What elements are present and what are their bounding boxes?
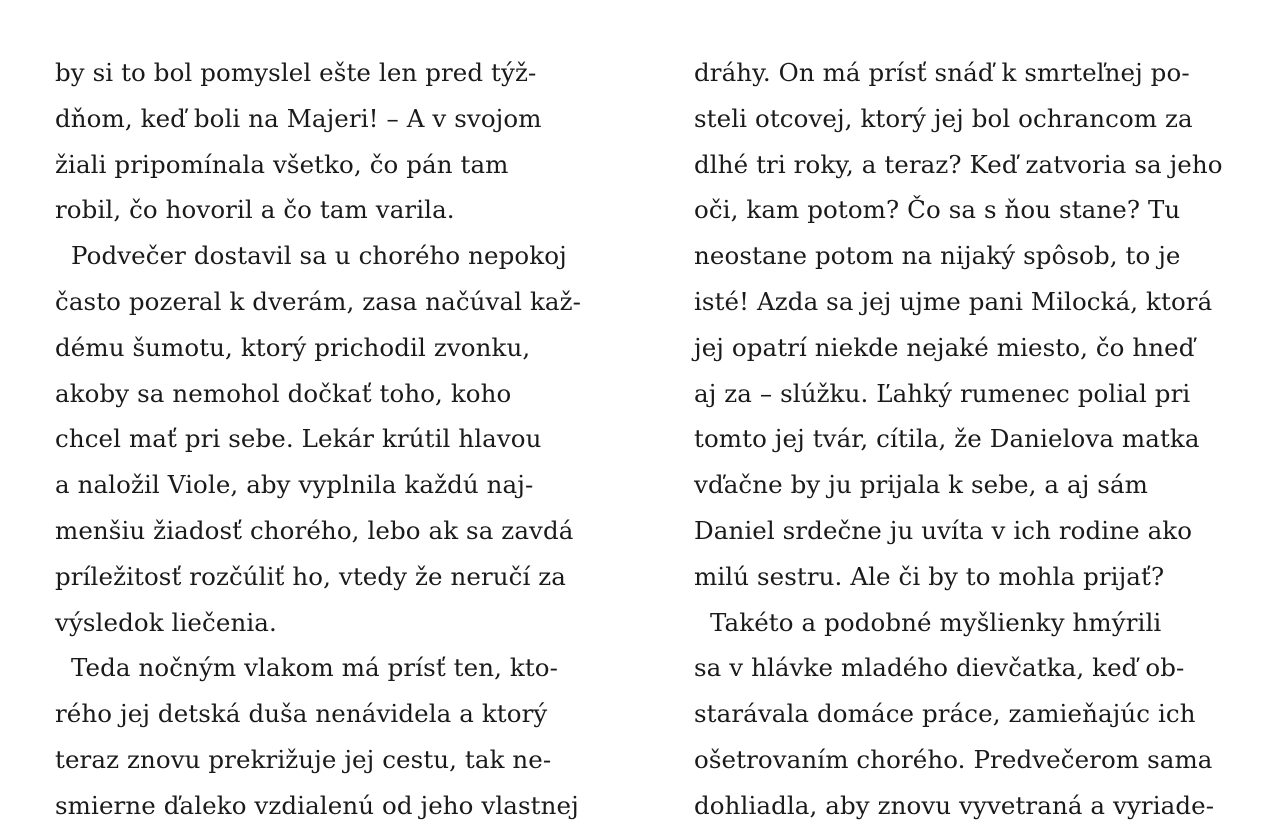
text-line: neostane potom na nijaký spôsob, to je [694, 241, 1181, 271]
text-line: sa v hlávke mladého dievčatka, keď ob- [694, 653, 1185, 683]
paragraph-start-line: Teda nočným vlakom má prísť ten, kto- [71, 653, 558, 683]
text-line: dlhé tri roky, a teraz? Keď zatvoria sa jeho [694, 149, 1223, 179]
text-line: a naložil Viole, aby vyplnila každú naj- [55, 470, 534, 500]
text-line: vďačne by ju prijala k sebe, a aj sám [694, 470, 1149, 500]
left-page-text [55, 50, 615, 829]
text-line: by si to bol pomyslel ešte len pred týž- [55, 58, 537, 87]
paragraph-start-line: Takéto a podobné myšlienky hmýrili [710, 607, 1162, 637]
text-line: teraz znovu prekrižuje jej cestu, tak ne- [55, 744, 552, 774]
text-line: jej opatrí niekde nejaké miesto, čo hneď [694, 332, 1195, 362]
text-line: isté! Azda sa jej ujme pani Milocká, ktorá [694, 286, 1213, 316]
text-line: robil, čo hovoril a čo tam varila. [55, 195, 455, 225]
text-line: menšiu žiadosť chorého, lebo ak sa zavdá [55, 515, 574, 545]
text-line: steli otcovej, ktorý jej bol ochrancom za [694, 103, 1193, 133]
text-line: dohliadla, aby znovu vyvetraná a vyriade- [694, 790, 1215, 820]
text-line: často pozeral k dverám, zasa načúval kaž- [55, 286, 582, 316]
text-line: príležitosť rozčúliť ho, vtedy že neručí za [55, 561, 567, 591]
text-line: dráhy. On má prísť snáď k smrteľnej po- [694, 58, 1190, 87]
text-line: rého jej detská duša nenávidela a ktorý [55, 699, 548, 729]
text-line: milú sestru. Ale či by to mohla prijať? [694, 561, 1165, 591]
text-line: výsledok liečenia. [55, 607, 277, 637]
text-line: dňom, keď boli na Majeri! – A v svojom [55, 103, 542, 133]
text-line: oči, kam potom? Čo sa s ňou stane? Tu [694, 195, 1181, 225]
paragraph-start-line: Podvečer dostavil sa u chorého nepokoj [71, 241, 567, 271]
text-line: chcel mať pri sebe. Lekár krútil hlavou [55, 424, 542, 454]
text-line: akoby sa nemohol dočkať toho, koho [55, 378, 512, 408]
text-line: aj za – slúžku. Ľahký rumenec polial pri [694, 378, 1191, 408]
text-line: dému šumotu, ktorý prichodil zvonku, [55, 332, 531, 362]
text-line: starávala domáce práce, zamieňajúc ich [694, 699, 1196, 729]
text-line: Daniel srdečne ju uvíta v ich rodine ako [694, 515, 1193, 545]
text-line: ošetrovaním chorého. Predvečerom sama [694, 744, 1213, 774]
text-line: smierne ďaleko vzdialenú od jeho vlastnej [55, 790, 579, 820]
text-line: žiali pripomínala všetko, čo pán tam [55, 149, 509, 179]
right-page-text [694, 50, 1239, 829]
text-line: tomto jej tvár, cítila, že Danielova matka [694, 424, 1200, 454]
